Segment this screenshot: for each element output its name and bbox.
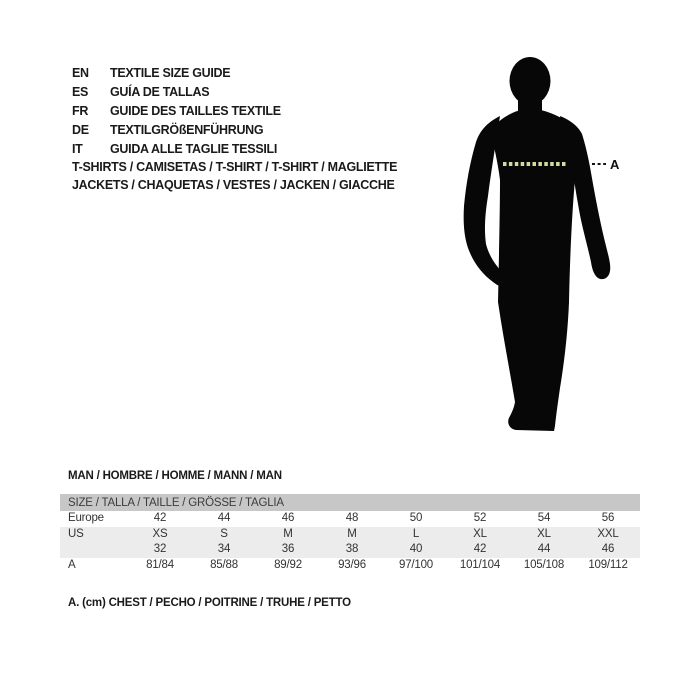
size-value-cell: XS [152, 527, 168, 540]
measure-label-a: A [610, 157, 620, 172]
language-code: EN [72, 65, 89, 80]
size-value-cell: 40 [409, 543, 423, 556]
size-value-cell: 109/112 [588, 559, 628, 572]
language-row [72, 121, 281, 140]
size-value-cell: 36 [281, 543, 295, 556]
figure [448, 50, 648, 440]
size-value-cell: 42 [473, 543, 487, 556]
size-value-cell: XL [473, 527, 487, 540]
language-code: FR [72, 103, 89, 118]
language-label: GUIDE DES TAILLES TEXTILE [110, 103, 281, 118]
figure-legs [498, 302, 569, 431]
language-row [72, 101, 281, 120]
size-value-cell: 46 [281, 512, 295, 525]
size-value-cell: 48 [345, 512, 359, 525]
row-label: Europe [68, 512, 104, 525]
size-value-cell: M [283, 527, 293, 540]
size-value-cell: 105/108 [523, 559, 565, 572]
section-title-man: MAN / HOMBRE / HOMME / MANN / MAN [68, 470, 282, 482]
size-table-body [60, 511, 640, 574]
size-value-cell: S [220, 527, 228, 540]
size-table-header: SIZE / TALLA / TAILLE / GRÖSSE / TAGLIA [60, 494, 640, 511]
language-code: IT [72, 142, 83, 157]
language-label: GUÍA DE TALLAS [110, 84, 210, 99]
size-value-cell: XXL [597, 527, 619, 540]
size-table [60, 494, 640, 574]
size-value-cell: 89/92 [274, 559, 302, 572]
size-value-cell: 42 [153, 512, 167, 525]
man-silhouette-shape [464, 57, 611, 431]
table-row [60, 527, 640, 543]
size-value-cell: XL [537, 527, 551, 540]
size-value-cell: 56 [601, 512, 615, 525]
language-row [72, 63, 281, 82]
size-value-cell: 32 [153, 543, 167, 556]
garment-line-tshirts: T-SHIRTS / CAMISETAS / T-SHIRT / T-SHIRT / MAGLIETTE [72, 160, 398, 174]
table-row [60, 542, 640, 558]
table-row [60, 511, 640, 527]
size-value-cell: 81/84 [146, 559, 174, 572]
size-value-cell: 97/100 [399, 559, 433, 572]
row-label: A [68, 559, 76, 572]
size-value-cell: L [412, 527, 420, 540]
size-value-cell: 50 [409, 512, 423, 525]
size-value-cell: M [347, 527, 357, 540]
size-value-cell: 44 [537, 543, 551, 556]
row-label: US [68, 527, 84, 540]
footnote-chest: A. (cm) CHEST / PECHO / POITRINE / TRUHE / PETTO [68, 597, 351, 609]
size-value-cell: 85/88 [210, 559, 238, 572]
size-value-cell: 101/104 [459, 559, 501, 572]
size-value-cell: 54 [537, 512, 551, 525]
table-row [60, 558, 640, 574]
language-list [72, 63, 281, 159]
size-value-cell: 34 [217, 543, 231, 556]
garment-line-jackets: JACKETS / CHAQUETAS / VESTES / JACKEN / GIACCHE [72, 177, 395, 192]
size-value-cell: 38 [345, 543, 359, 556]
language-row [72, 82, 281, 101]
size-value-cell: 44 [217, 512, 231, 525]
language-row [72, 140, 281, 159]
man-silhouette [448, 50, 648, 440]
size-value-cell: 46 [601, 543, 615, 556]
size-value-cell: 52 [473, 512, 487, 525]
language-label: TEXTILGRÖßENFÜHRUNG [110, 123, 264, 138]
language-label: GUIDA ALLE TAGLIE TESSILI [110, 142, 278, 157]
language-code: DE [72, 123, 89, 138]
language-code: ES [72, 84, 89, 99]
size-value-cell: 93/96 [338, 559, 366, 572]
language-label: TEXTILE SIZE GUIDE [110, 65, 231, 80]
garment-types [72, 159, 397, 194]
